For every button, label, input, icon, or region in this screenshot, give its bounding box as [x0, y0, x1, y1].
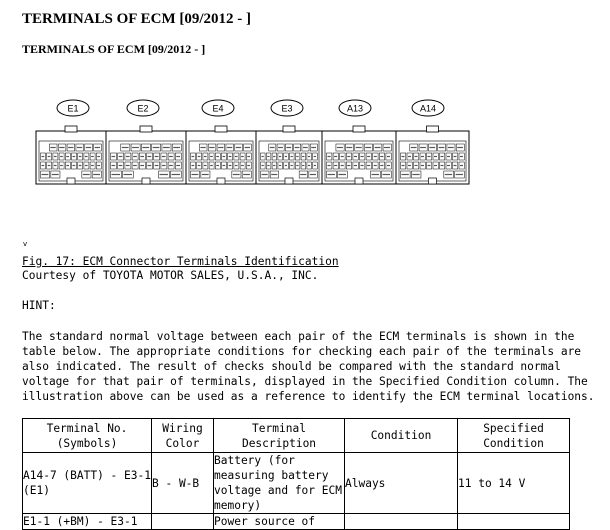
- figure-courtesy: Courtesy of TOYOTA MOTOR SALES, U.S.A., INC.: [22, 269, 319, 282]
- hint-line: table below. The appropriate conditions for checking each pair of the terminals are: [22, 345, 582, 358]
- cell-specified: 11 to 14 V: [458, 453, 570, 514]
- cell-terminal: E1-1 (+BM) - E3-1: [23, 514, 152, 530]
- hint-paragraph: [22, 329, 595, 404]
- table-row: [23, 453, 570, 514]
- connector-body: [256, 126, 322, 184]
- cell-description: Battery (for measuring battery voltage and for ECM memory): [214, 453, 345, 514]
- connector-body: [322, 126, 396, 184]
- hint-line: illustration above can be used as a reference to identify the ECM terminal locations.: [22, 390, 595, 403]
- header-specified-condition: Specified Condition: [458, 419, 570, 453]
- figure-caption: Fig. 17: ECM Connector Terminals Identification: [22, 255, 339, 268]
- connector-label: E1: [67, 103, 79, 114]
- connector-label: A14: [419, 103, 437, 114]
- header-terminal-no: Terminal No. (Symbols): [23, 419, 152, 453]
- hint-line: also indicated. The result of checks should be compared with the standard normal: [22, 360, 561, 373]
- terminal-voltage-table: [22, 418, 570, 530]
- connector-body: [106, 126, 186, 184]
- table-header-row: [23, 419, 570, 453]
- hint-label: HINT:: [22, 299, 56, 312]
- cell-terminal: A14-7 (BATT) - E3-1 (E1): [23, 453, 152, 514]
- connector-label: E2: [137, 103, 149, 114]
- page-title: TERMINALS OF ECM [09/2012 - ]: [22, 11, 252, 27]
- connector-label: E4: [212, 103, 224, 114]
- connector-body: [186, 126, 256, 184]
- cell-condition: [345, 514, 458, 530]
- hint-line: voltage for that pair of terminals, displayed in the Specified Condition column. The: [22, 375, 588, 388]
- cell-wiring: [152, 514, 214, 530]
- ecm-connector-illustration: [0, 0, 610, 200]
- table-row: [23, 514, 570, 530]
- figure-mark: v: [23, 240, 28, 248]
- cell-specified: [458, 514, 570, 530]
- connector-label: A13: [346, 103, 364, 114]
- section-title: TERMINALS OF ECM [09/2012 - ]: [22, 42, 206, 56]
- header-terminal-description: Terminal Description: [214, 419, 345, 453]
- connector-body: [396, 126, 469, 184]
- hint-line: The standard normal voltage between each pair of the ECM terminals is shown in the: [22, 330, 575, 343]
- header-wiring-color: Wiring Color: [152, 419, 214, 453]
- connector-body: [36, 126, 106, 184]
- header-condition: Condition: [345, 419, 458, 453]
- connector-label: E3: [281, 103, 293, 114]
- cell-description: Power source of: [214, 514, 345, 530]
- cell-wiring: B - W-B: [152, 453, 214, 514]
- cell-condition: Always: [345, 453, 458, 514]
